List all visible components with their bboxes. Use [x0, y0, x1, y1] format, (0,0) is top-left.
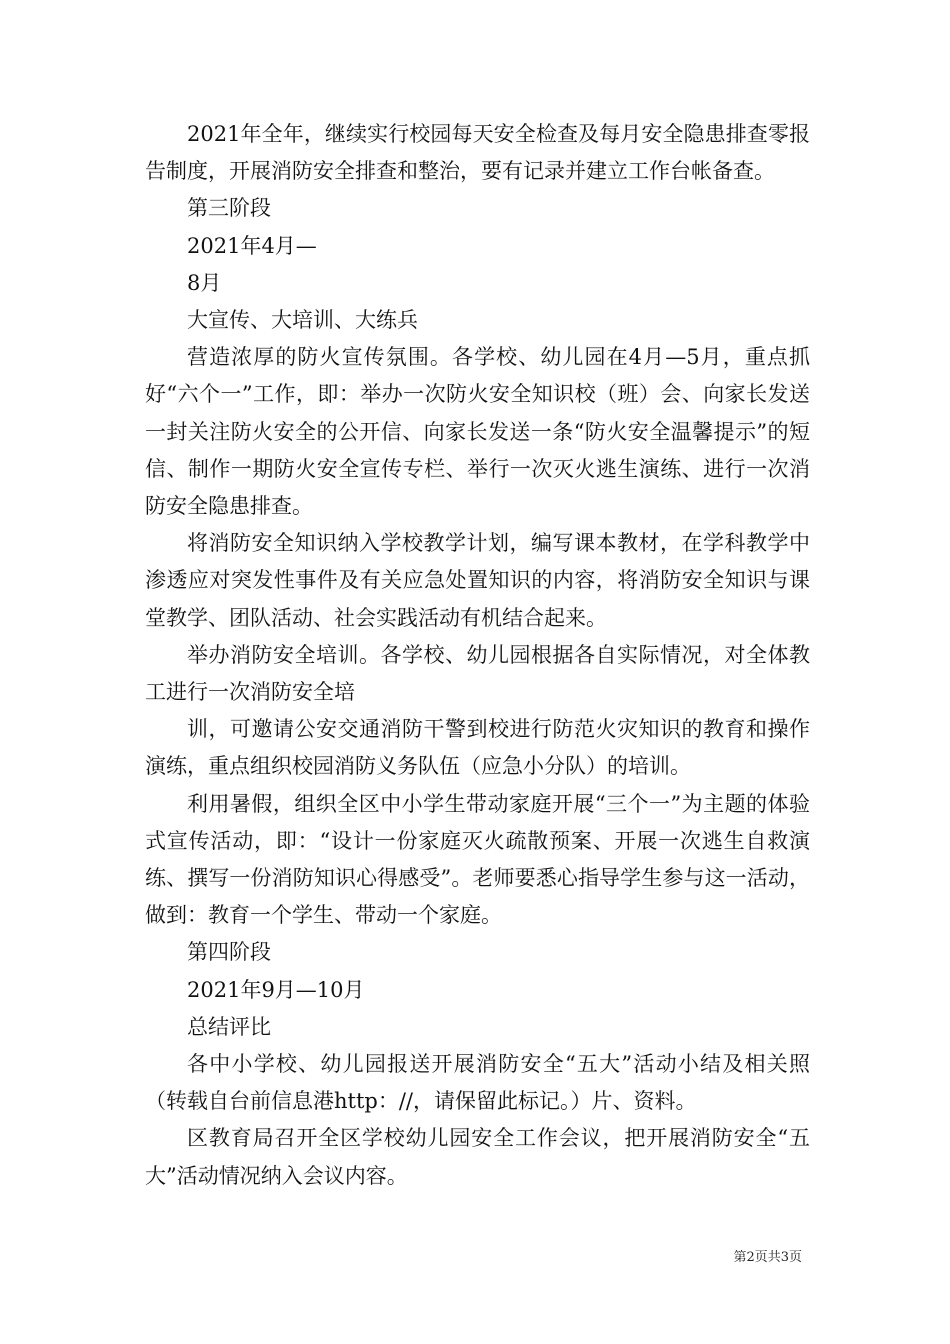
paragraph-safety-meeting: 区教育局召开全区学校幼儿园安全工作会议，把开展消防安全“五大”活动情况纳入会议内容。	[145, 1126, 810, 1188]
stage-three-heading: 第三阶段	[187, 196, 271, 221]
paragraph-report-submission: 各中小学校、幼儿园报送开展消防安全“五大”活动小结及相关照（转载自台前信息港http：//，请保留此标记。）片、资料。	[145, 1052, 810, 1114]
page-number-footer: 第2页共3页	[733, 1250, 802, 1265]
paragraph-six-ones: 营造浓厚的防火宣传氛围。各学校、幼儿园在4月—5月，重点抓好“六个一”工作，即：举办一次防火安全知识校（班）会、向家长发送一封关注防火安全的公开信、向家长发送一条“防火安全温馨提示”的短信、制作一期防火安全宣传专栏、举行一次灭火逃生演练、进行一次消防安全隐患排查。	[145, 345, 810, 519]
paragraph-training-part1: 举办消防安全培训。各学校、幼儿园根据各自实际情况，对全体教工进行一次消防安全培	[145, 642, 810, 705]
stage-three-date-start: 2021年4月—	[187, 233, 317, 258]
stage-four-heading: 第四阶段	[187, 940, 271, 965]
paragraph-summer-activity: 利用暑假，组织全区中小学生带动家庭开展“三个一”为主题的体验式宣传活动，即：“设计一份家庭灭火疏散预案、开展一次逃生自救演练、撰写一份消防知识心得感受”。老师要悉心指导学生参与这一活动，做到：教育一个学生、带动一个家庭。	[145, 791, 810, 928]
paragraph-curriculum: 将消防安全知识纳入学校教学计划，编写课本教材，在学科教学中渗透应对突发性事件及有关应急处置知识的内容，将消防安全知识与课堂教学、团队活动、社会实践活动有机结合起来。	[145, 531, 810, 630]
stage-four-title: 总结评比	[187, 1014, 271, 1039]
paragraph-fire-safety-inspection: 2021年全年，继续实行校园每天安全检查及每月安全隐患排查零报告制度，开展消防安全排查和整治，要有记录并建立工作台帐备查。	[145, 122, 810, 184]
paragraph-training-part2: 训，可邀请公安交通消防干警到校进行防范火灾知识的教育和操作演练，重点组织校园消防义务队伍（应急小分队）的培训。	[145, 717, 810, 779]
stage-three-date-end: 8月	[187, 270, 222, 295]
document-body	[145, 116, 810, 1195]
stage-four-date: 2021年9月—10月	[187, 977, 365, 1002]
stage-three-title: 大宣传、大培训、大练兵	[187, 308, 418, 333]
